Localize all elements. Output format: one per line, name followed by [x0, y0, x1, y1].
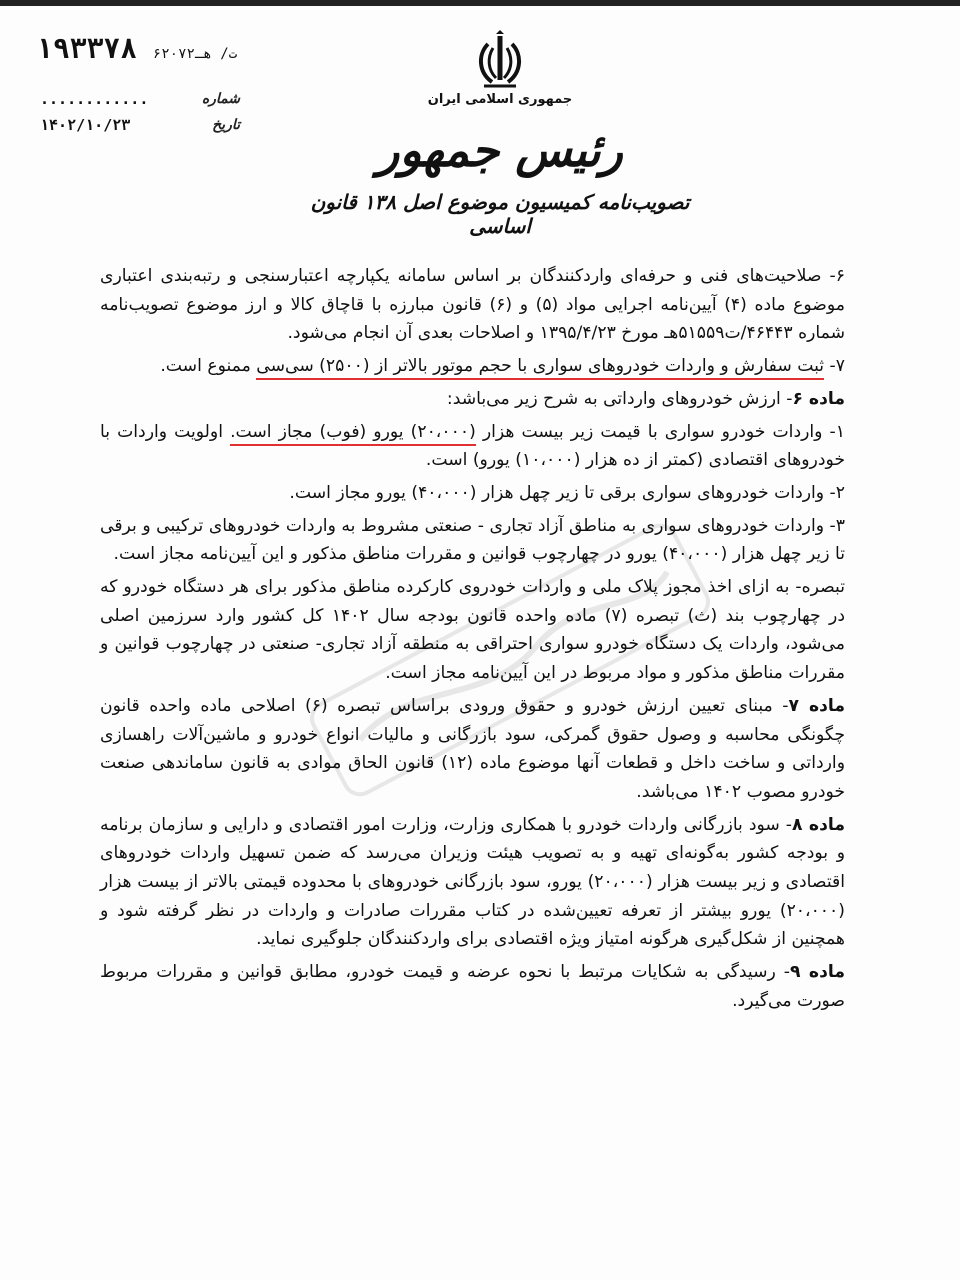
body-paragraph	[100, 385, 845, 414]
article-heading: ماده ۶	[792, 388, 845, 409]
office-title: رئیس جمهور	[377, 123, 623, 177]
paragraph-text: ۶- صلاحیت‌های فنی و حرفه‌ای واردکنندگان بر اساس سامانه یکپارچه اعتبارسنجی و رتبه‌بندی اعتباری موضوع ماده (۴) آیین‌نامه اجرایی مواد (۵) و (۶) قانون مبارزه با قاچاق کالا و ارز موضوع تصویب‌نامه شماره ۴۶۴۴۳/ت۵۱۵۵۹هـ مورخ ۱۳۹۵/۴/۲۳ و اصلاحات بعدی آن انجام می‌شود.	[100, 266, 845, 344]
highlighted-text: (۲۰،۰۰۰) یورو (فوب) مجاز است.	[230, 422, 476, 446]
resolution-body	[100, 262, 845, 1016]
article-heading: ماده ۷	[788, 695, 846, 716]
paragraph-text: تبصره- به ازای اخذ مجوز پلاک ملی و واردات خودروی کارکرده مناطق مذکور برای هر دستگاه خودرو که در چهارچوب بند (ث) تبصره (۷) ماده واحده قانون بودجه سال ۱۴۰۲ کل کشور وارد سرزمین اصلی می‌شود، واردات یک دستگاه خودرو سواری احتراقی به منطقه آزاد تجاری- صنعتی در چهارچوب قوانین و مقررات مناطق مذکور و مواد مربوط در این آیین‌نامه مجاز است.	[100, 577, 845, 684]
number-value: ............	[40, 90, 149, 108]
paragraph-text: ۱- واردات خودرو سواری با قیمت زیر بیست هزار	[475, 421, 845, 442]
serial-stamp	[36, 32, 276, 65]
meta-date-row	[40, 112, 240, 138]
body-paragraph	[100, 512, 845, 569]
body-paragraph	[100, 811, 845, 955]
paragraph-text: - رسیدگی به شکایات مرتبط با نحوه عرضه و قیمت خودرو، مطابق قوانین و مقررات مربوط صورت می‌گیرد.	[100, 962, 845, 1011]
paragraph-text: ۳- واردات خودروهای سواری به مناطق آزاد تجاری - صنعتی مشروط به واردات خودروهای ترکیبی و برقی تا زیر چهل هزار (۴۰،۰۰۰) یورو در چهارچوب قوانین و مقررات مناطق مذکور و این آیین‌نامه مجاز است.	[100, 515, 845, 565]
date-label: تاریخ	[212, 117, 240, 133]
article-heading: ماده ۹	[789, 962, 845, 983]
paragraph-text: - ارزش خودروهای وارداتی به شرح زیر می‌باشد:	[446, 388, 793, 409]
highlighted-text: ثبت سفارش و واردات خودروهای سواری با حجم موتور بالاتر از (۲۵۰۰) سی‌سی	[256, 356, 824, 380]
body-paragraph	[100, 418, 845, 475]
number-label: شماره	[201, 91, 240, 107]
body-paragraph	[100, 692, 845, 807]
scan-edge	[0, 0, 960, 6]
body-paragraph	[100, 573, 845, 688]
body-paragraph	[100, 352, 845, 381]
body-paragraph	[100, 958, 845, 1015]
paragraph-text: ممنوع است.	[160, 356, 257, 377]
date-value: ۱۴۰۲/۱۰/۲۳	[40, 116, 131, 134]
country-name: جمهوری اسلامی ایران	[427, 92, 573, 107]
body-paragraph	[100, 479, 845, 508]
state-emblem-icon	[470, 30, 530, 92]
paragraph-text: ۷-	[824, 356, 845, 377]
paragraph-text: ۲- واردات خودروهای سواری برقی تا زیر چهل هزار (۴۰،۰۰۰) یورو مجاز است.	[289, 482, 845, 503]
paragraph-text: - سود بازرگانی واردات خودرو با همکاری وزارت، وزارت امور اقتصادی و دارایی و سازمان برنامه و بودجه کشور به‌گونه‌ای تهیه و به تصویب هیئت وزیران می‌رسد که ضمن تسهیل واردات خودروهای اقتصادی و زیر بیست هزار (۲۰،۰۰۰) یورو، سود بازرگانی خودروهای با محدوده قیمتی بالاتر از بیست هزار (۲۰،۰۰۰) یورو بیشتر از تعرفه تعیین‌شده در کتاب مقررات صادرات و واردات در نظر گرفته شود و همچنین از شکل‌گیری هرگونه امتیاز ویژه اقتصادی برای واردکنندگان جلوگیری نماید.	[100, 814, 846, 950]
letter-meta	[40, 86, 240, 138]
serial-number: ۱۹۳۳۷۸	[36, 32, 138, 65]
paragraph-text: اولویت واردات با خودروهای اقتصادی (کمتر از ده هزار (۱۰،۰۰۰) یورو) است.	[100, 421, 845, 471]
meta-number-row	[40, 86, 240, 112]
body-paragraph	[100, 262, 845, 348]
resolution-title: تصویب‌نامه کمیسیون موضوع اصل ۱۳۸ قانون اساسی	[310, 190, 690, 238]
reference-number: ۶۲۰۷۲ت/ هـ	[152, 46, 238, 62]
paragraph-text: - مبنای تعیین ارزش خودرو و حقوق ورودی براساس تبصره (۶) اصلاحی ماده واحده قانون چگونگی محاسبه و وصول حقوق گمرکی، سود بازرگانی و مالیات انواع خودرو و ماشین‌آلات راهسازی وارداتی و ساخت داخل و قطعات آنها موضوع ماده (۱۲) قانون الحاق موادی به قانون ساماندهی صنعت خودرو مصوب ۱۴۰۲ می‌باشد.	[100, 695, 846, 802]
article-heading: ماده ۸	[791, 814, 845, 835]
